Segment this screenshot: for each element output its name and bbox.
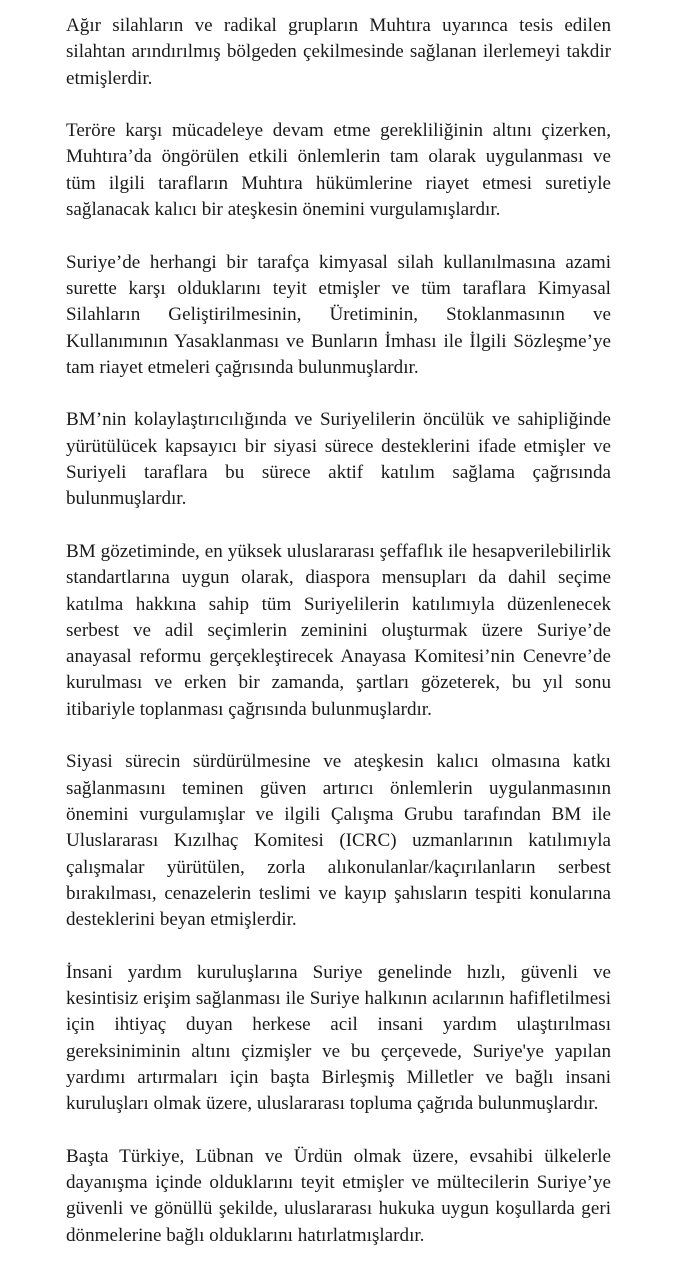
paragraph-5: BM gözetiminde, en yüksek uluslararası şeffaflık ile hesapverilebilirlik standartlarına uygun olarak, diaspora mensupları da dahil seçime katılma hakkına sahip tüm Suriyelilerin katılımıyla düzenlenecek serbest ve adil seçimlerin zeminini oluşturmak üzere Suriye’de anayasal reformu gerçekleştirecek Anayasa Komitesi’nin Cenevre’de kurulması ve erken bir zamanda, şartları gözeterek, bu yıl sonu itibariyle toplanması çağrısında bulunmuşlardır. (66, 540, 611, 720)
paragraph-6: Siyasi sürecin sürdürülmesine ve ateşkesin kalıcı olmasına katkı sağlanmasını teminen güven artırıcı önlemlerin uygulanmasının önemini vurgulamışlar ve ilgili Çalışma Grubu tarafından BM ile Uluslararası Kızılhaç Komitesi (ICRC) uzmanlarının katılımıyla çalışmalar yürütülen, zorla alıkonulanlar/kaçırılanların serbest bırakılması, cenazelerin teslimi ve kayıp şahısların tespiti konularına desteklerini beyan etmişlerdir. (66, 751, 611, 931)
paragraph-4: BM’nin kolaylaştırıcılığında ve Suriyelilerin öncülük ve sahipliğinde yürütülücek kapsayıcı bir siyasi sürece desteklerini ifade etmişler ve Suriyeli taraflara bu sürece aktif katılım sağlama çağrısında bulunmuşlardır. (66, 409, 611, 510)
paragraph-3: Suriye’de herhangi bir tarafça kimyasal silah kullanılmasına azami surette karşı olduklarını teyit etmişler ve tüm taraflara Kimyasal Silahların Geliştirilmesinin, Üretiminin, Stoklanmasının ve Kullanımının Yasaklanması ve Bunların İmhası ile İlgili Sözleşme’ye tam riayet etmeleri çağrısında bulunmuşlardır. (66, 251, 611, 378)
document-body (66, 13, 611, 1275)
paragraph-8: Başta Türkiye, Lübnan ve Ürdün olmak üzere, evsahibi ülkelerle dayanışma içinde olduklarını teyit etmişler ve mültecilerin Suriye’ye güvenli ve gönüllü şekilde, uluslararası hukuka uygun koşullarda geri dönmelerine bağlı olduklarını hatırlatmışlardır. (66, 1145, 611, 1246)
paragraph-1: Ağır silahların ve radikal grupların Muhtıra uyarınca tesis edilen silahtan arındırılmış bölgeden çekilmesinde sağlanan ilerlemeyi takdir etmişlerdir. (66, 15, 611, 89)
paragraph-7: İnsani yardım kuruluşlarına Suriye genelinde hızlı, güvenli ve kesintisiz erişim sağlanması ile Suriye halkının acılarının hafifletilmesi için ihtiyaç duyan herkese acil insani yardım ulaştırılması gereksiniminin altını çizmişler ve bu çerçevede, Suriye'ye yapılan yardımı artırmaları için başta Birleşmiş Milletler ve bağlı insani kuruluşları olmak üzere, uluslararası topluma çağrıda bulunmuşlardır. (66, 961, 611, 1115)
paragraph-2: Teröre karşı mücadeleye devam etme gerekliliğinin altını çizerken, Muhtıra’da öngörülen etkili önlemlerin tam olarak uygulanması ve tüm ilgili tarafların Muhtıra hükümlerine riayet etmesi suretiyle sağlanacak kalıcı bir ateşkesin önemini vurgulamışlardır. (66, 120, 611, 221)
